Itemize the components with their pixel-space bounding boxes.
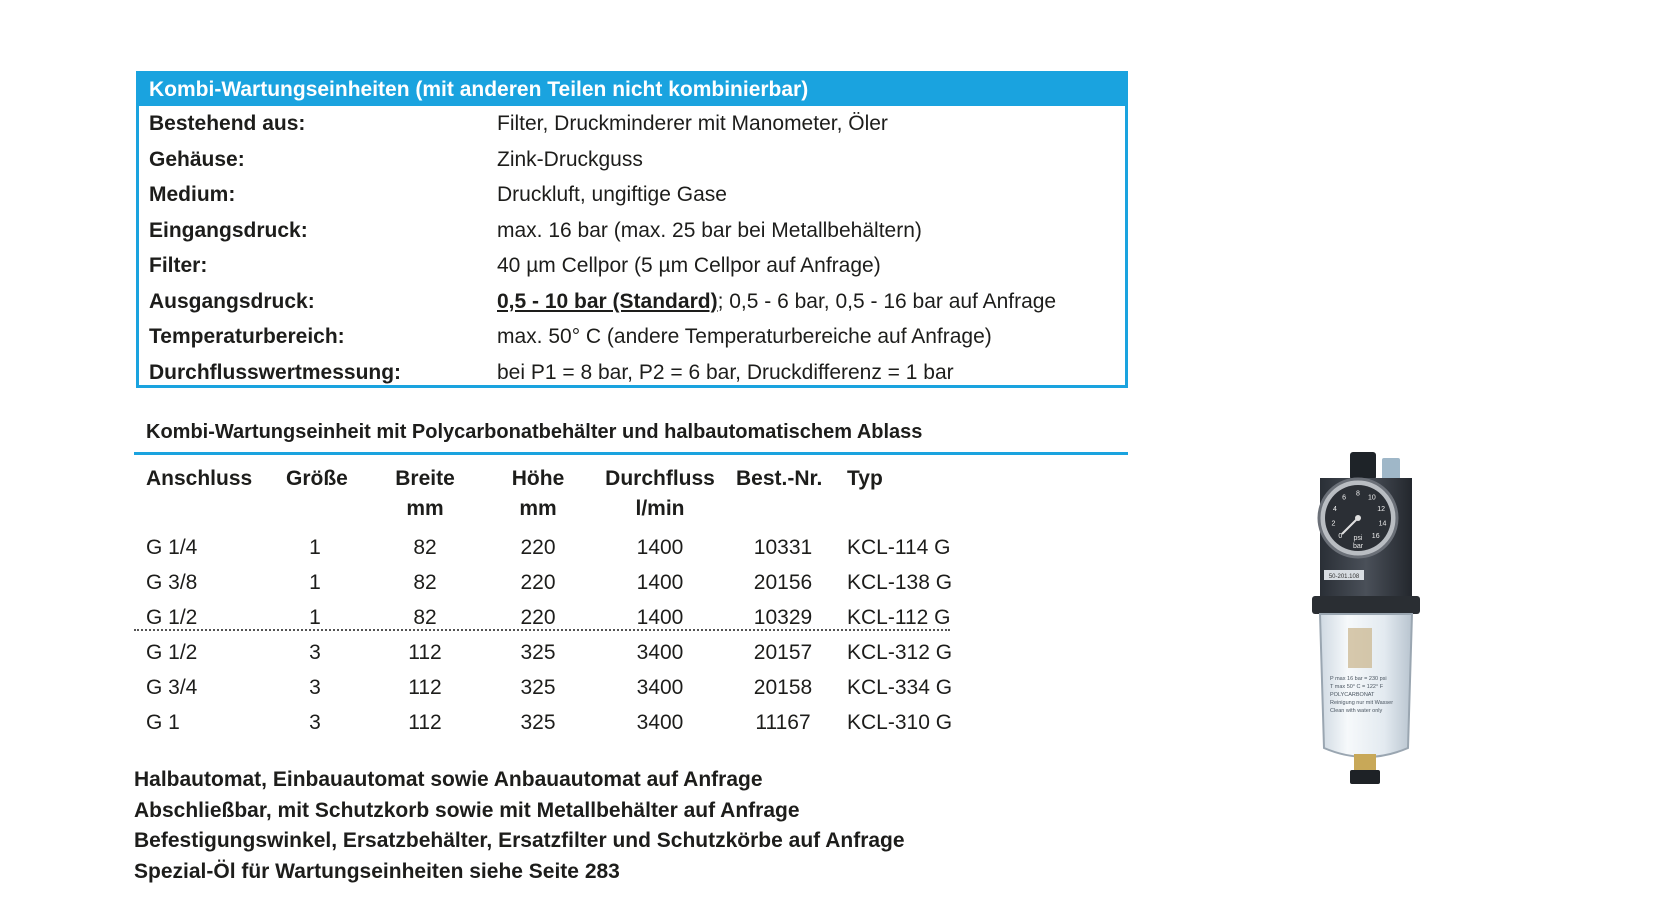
spec-row [139,284,1125,320]
cell-durchfluss: 1400 [636,536,684,559]
spec-label: Durchflusswertmessung: [149,360,402,384]
header-anschluss: Anschluss [146,467,253,490]
bowl-label-line: P max 16 bar = 230 psi [1330,676,1387,682]
spec-label: Temperaturbereich: [149,325,345,348]
cell-typ: KCL-112 G [847,606,951,629]
cell-typ: KCL-312 G [847,641,953,664]
cell-groesse: 1 [309,571,321,594]
header-breite-unit: mm [406,497,444,520]
pressure-options: ; 0,5 - 6 bar, 0,5 - 16 bar auf Anfrage [717,289,1057,313]
spec-row [139,319,1125,355]
cell-best-nr: 20158 [753,676,813,699]
cell-best-nr: 20156 [753,571,813,594]
title-divider [134,452,1128,455]
spec-value: bei P1 = 8 bar, P2 = 6 bar, Druckdifferenz = 1 bar [497,360,954,384]
group-divider [134,629,950,631]
spec-value [497,284,1056,320]
cell-best-nr: 20157 [753,641,813,664]
spec-value: Filter, Druckminderer mit Manometer, Öler [497,112,888,135]
table-row [0,670,1000,705]
cell-groesse: 3 [309,641,321,664]
cell-durchfluss: 1400 [636,571,684,594]
cell-durchfluss: 3400 [636,711,684,734]
spec-value: Zink-Druckguss [497,147,643,171]
adjust-knob [1350,452,1376,480]
note-line: Spezial-Öl für Wartungseinheiten siehe Seite 283 [134,859,620,883]
product-image [1290,448,1440,828]
cell-hoehe: 325 [520,676,556,699]
header-durchfluss [600,464,720,524]
cell-anschluss: G 3/8 [146,571,198,594]
cell-breite: 82 [413,571,437,594]
drain-fitting [1354,754,1376,770]
header-hoehe-label: Höhe [511,467,565,490]
header-groesse: Größe [286,467,348,490]
header-durchfluss-unit: l/min [635,497,685,520]
header-breite [385,464,465,524]
cell-typ: KCL-138 G [847,571,953,594]
cell-anschluss: G 1/2 [146,606,198,629]
cell-durchfluss: 1400 [636,606,684,629]
cell-groesse: 3 [309,711,321,734]
spec-row [139,213,1125,249]
cell-groesse: 1 [309,606,321,629]
drain-knob [1350,770,1380,784]
cell-anschluss: G 3/4 [146,676,198,699]
gauge-tick-label: 12 [1377,505,1385,513]
header-hoehe [498,464,578,524]
cell-hoehe: 220 [520,536,556,559]
table-row [0,565,1000,600]
table-row [0,635,1000,670]
gauge-tick-label: 2 [1331,520,1336,528]
spec-label: Gehäuse: [149,147,245,171]
spec-box [136,71,1128,388]
spec-value: max. 16 bar (max. 25 bar bei Metallbehältern) [497,218,922,242]
cell-typ: KCL-334 G [847,676,953,699]
bowl-label-line: Clean with water only [1330,708,1383,714]
notes [134,765,905,887]
cell-typ: KCL-114 G [847,536,951,559]
cell-anschluss: G 1 [146,711,180,734]
table-header [0,464,1000,526]
gauge-tick-label: 4 [1332,505,1337,513]
cell-breite: 112 [408,641,442,664]
gauge-tick-label: 0 [1338,533,1343,541]
header-durchfluss-label: Durchfluss [605,467,715,490]
spec-label: Medium: [149,183,236,206]
cell-hoehe: 220 [520,606,556,629]
gauge-bar-label: bar [1352,543,1364,550]
spec-row [139,142,1125,178]
gauge-tick-label: 6 [1342,494,1347,502]
spec-label: Ausgangsdruck: [149,289,315,313]
spec-row [139,355,1125,391]
gauge-psi-label: psi [1353,535,1363,542]
cell-anschluss: G 1/4 [146,536,198,559]
cell-breite: 112 [408,711,442,734]
header-breite-label: Breite [395,467,455,490]
cell-best-nr: 11167 [755,711,811,734]
filter-element [1348,628,1372,668]
spec-label: Eingangsdruck: [149,218,308,242]
cell-best-nr: 10331 [753,536,813,559]
spec-row [139,177,1125,213]
cell-hoehe: 325 [520,641,556,664]
table-row [0,705,1000,740]
spec-value: max. 50° C (andere Temperaturbereiche auf Anfrage) [497,325,992,348]
cell-durchfluss: 3400 [636,641,684,664]
header-best-nr: Best.-Nr. [736,467,823,490]
spec-row [139,248,1125,284]
note-line: Abschließbar, mit Schutzkorb sowie mit Metallbehälter auf Anfrage [134,798,800,822]
cell-typ: KCL-310 G [847,711,953,734]
gauge-tick-label: 16 [1371,533,1380,541]
table-row [0,530,1000,565]
label-plate-text: 50-201.108 [1328,574,1360,580]
bowl-label-line: Reinigung nur mit Wasser [1330,700,1394,706]
bowl-label-line: T max 50° C = 122° F [1330,684,1384,690]
note-line: Befestigungswinkel, Ersatzbehälter, Ersatzfilter und Schutzkörbe auf Anfrage [134,829,905,852]
note-line: Halbautomat, Einbauautomat sowie Anbauautomat auf Anfrage [134,768,763,791]
cell-breite: 112 [408,676,442,699]
gauge-tick-label: 8 [1356,490,1360,498]
spec-box-header: Kombi-Wartungseinheiten (mit anderen Teilen nicht kombinierbar) [139,74,1125,106]
cell-best-nr: 10329 [753,606,813,629]
cell-hoehe: 325 [520,711,556,734]
cell-breite: 82 [413,536,437,559]
bowl-collar [1312,596,1420,614]
header-typ: Typ [847,467,883,490]
table-title: Kombi-Wartungseinheit mit Polycarbonatbehälter und halbautomatischem Ablass [146,421,923,443]
cell-hoehe: 220 [520,571,556,594]
gauge-tick-label: 14 [1378,520,1387,528]
spec-value: 40 µm Cellpor (5 µm Cellpor auf Anfrage) [497,254,881,277]
standard-pressure-highlight: 0,5 - 10 bar (Standard) [497,289,718,313]
spec-row [139,106,1125,142]
cell-anschluss: G 1/2 [146,641,198,664]
gauge-tick-label: 10 [1368,494,1376,502]
spec-value: Druckluft, ungiftige Gase [497,183,727,206]
spec-label: Filter: [149,254,208,277]
bowl-label-line: POLYCARBONAT [1330,692,1375,698]
header-hoehe-unit: mm [519,497,557,520]
cell-groesse: 3 [309,676,321,699]
cell-durchfluss: 3400 [636,676,684,699]
cell-breite: 82 [413,606,437,629]
spec-label: Bestehend aus: [149,112,306,135]
cell-groesse: 1 [309,536,321,559]
